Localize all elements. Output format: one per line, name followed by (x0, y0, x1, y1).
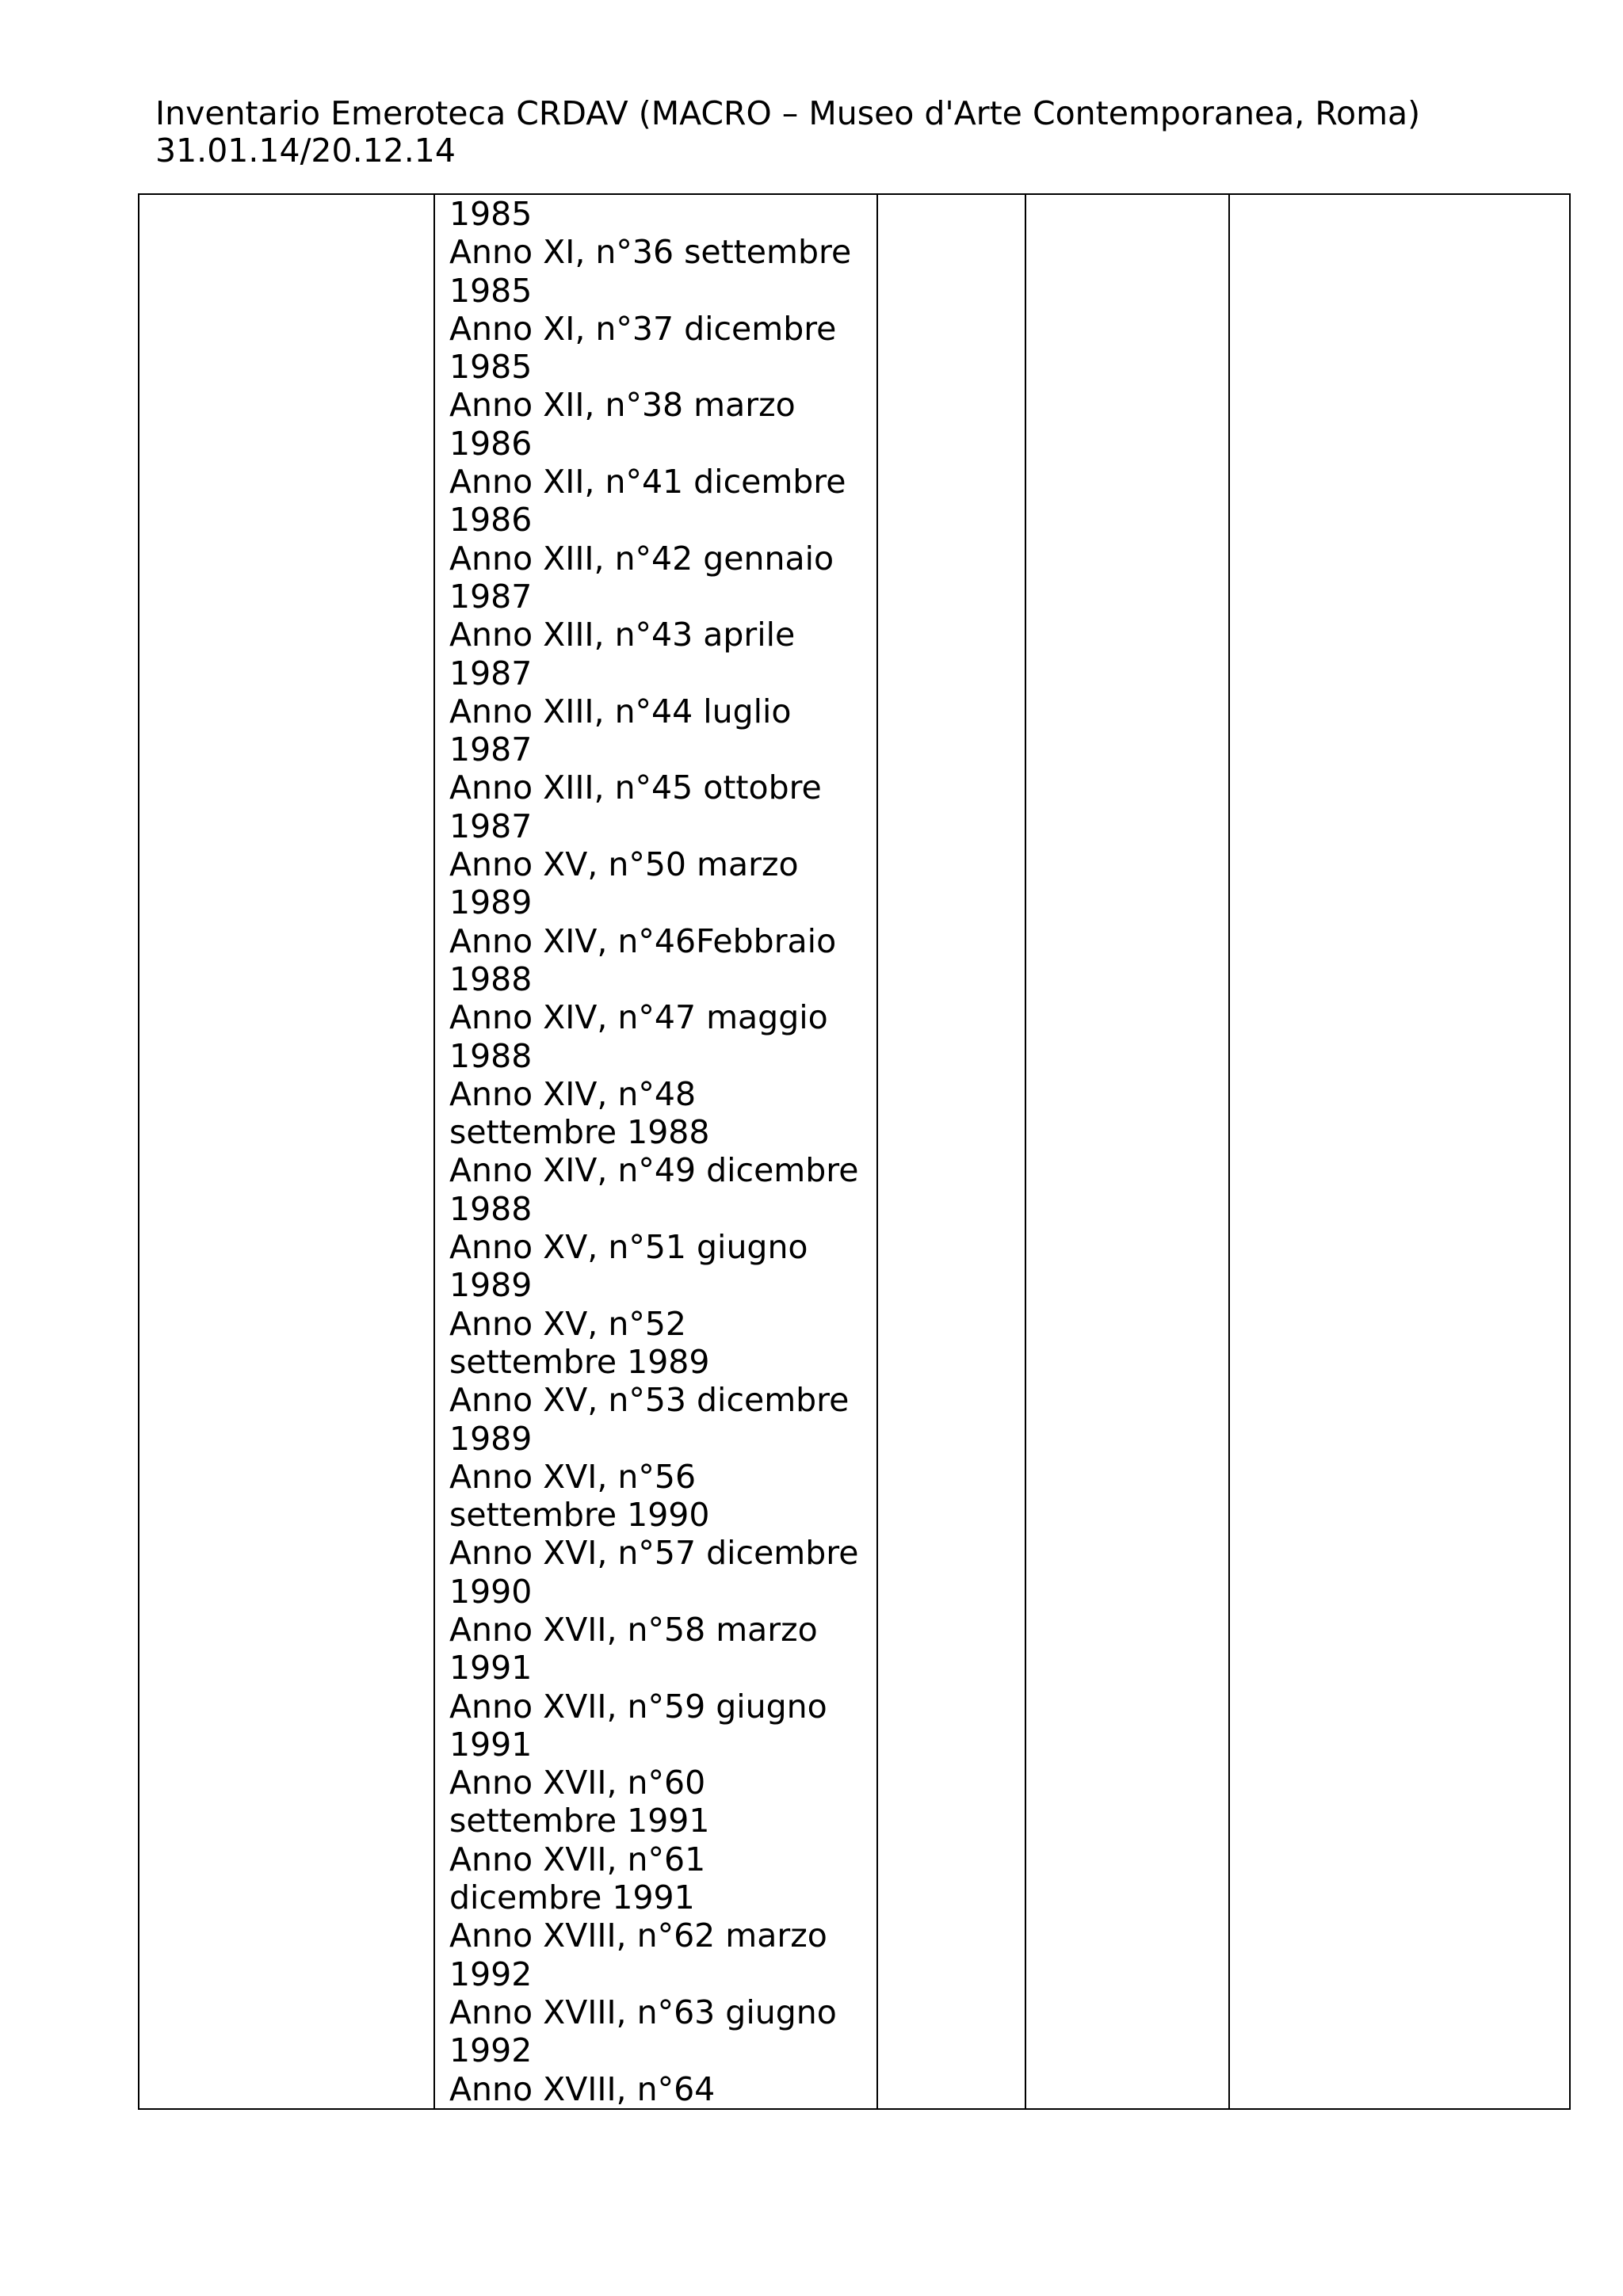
issue-line: Anno XVIII, n°64 (449, 2069, 716, 2108)
issue-line: 1987 (449, 730, 533, 769)
issue-line: Anno XVIII, n°63 giugno (449, 1993, 837, 2031)
issue-line: Anno XVII, n°58 marzo (449, 1610, 818, 1649)
issue-line: dicembre 1991 (449, 1878, 695, 1917)
issue-line: 1985 (449, 195, 533, 233)
issue-line: Anno XIV, n°47 maggio (449, 998, 828, 1037)
issue-line: 1986 (449, 424, 533, 463)
issue-line: 1990 (449, 1572, 533, 1611)
issue-line: 1989 (449, 1266, 533, 1305)
issue-line: settembre 1988 (449, 1113, 710, 1152)
issue-line: 1988 (449, 1036, 533, 1075)
issue-line: Anno XIII, n°42 gennaio (449, 539, 834, 578)
issue-line: Anno XII, n°38 marzo (449, 386, 796, 425)
page-header (155, 95, 1420, 170)
issue-line: 1991 (449, 1649, 533, 1688)
issue-line: Anno XIV, n°49 dicembre (449, 1151, 859, 1190)
cell-issues (434, 194, 877, 2109)
issue-line: Anno XVIII, n°62 marzo (449, 1917, 827, 1955)
issue-line: Anno XVII, n°61 (449, 1840, 706, 1878)
issue-line: settembre 1990 (449, 1496, 710, 1535)
issue-line: Anno XV, n°53 dicembre (449, 1381, 850, 1420)
inventory-table (138, 193, 1571, 2110)
issue-line: Anno XV, n°51 giugno (449, 1228, 808, 1267)
issue-line: Anno XIV, n°46Febbraio (449, 921, 837, 960)
issue-line: Anno XIII, n°43 aprile (449, 616, 796, 654)
issue-line: Anno XI, n°37 dicembre (449, 309, 837, 348)
issue-line: 1986 (449, 501, 533, 540)
issue-line: 1988 (449, 959, 533, 998)
issue-line: Anno XVI, n°57 dicembre (449, 1534, 859, 1573)
cell-col1 (139, 194, 434, 2109)
issue-line: 1987 (449, 577, 533, 616)
issue-line: settembre 1991 (449, 1802, 710, 1840)
issue-line: Anno XIV, n°48 (449, 1074, 697, 1113)
issue-line: Anno XVII, n°59 giugno (449, 1687, 827, 1726)
issue-line: Anno XII, n°41 dicembre (449, 463, 846, 502)
issue-line: 1987 (449, 807, 533, 845)
cell-col3 (877, 194, 1025, 2109)
issue-line: 1988 (449, 1189, 533, 1228)
issue-line: 1992 (449, 1955, 533, 1993)
cell-col4 (1025, 194, 1229, 2109)
issue-line: Anno XVII, n°60 (449, 1764, 706, 1802)
issue-line: 1985 (449, 271, 533, 310)
issue-line: Anno XVI, n°56 (449, 1457, 697, 1496)
table-row (139, 194, 1570, 2109)
cell-col5 (1229, 194, 1570, 2109)
document-date-range: 31.01.14/20.12.14 (155, 132, 456, 170)
document-title: Inventario Emeroteca CRDAV (MACRO – Museo d'Arte Contemporanea, Roma) (155, 94, 1421, 132)
issue-line: 1991 (449, 1725, 533, 1764)
issues-list (449, 195, 876, 2108)
issue-line: Anno XV, n°50 marzo (449, 845, 799, 884)
issue-line: 1989 (449, 883, 533, 922)
issue-line: Anno XIII, n°44 luglio (449, 692, 792, 730)
issue-line: Anno XI, n°36 settembre (449, 233, 852, 272)
issue-line: 1989 (449, 1419, 533, 1458)
issue-line: Anno XIII, n°45 ottobre (449, 769, 822, 807)
issue-line: settembre 1989 (449, 1342, 710, 1381)
issue-line: 1987 (449, 654, 533, 692)
issue-line: Anno XV, n°52 (449, 1304, 686, 1343)
issue-line: 1985 (449, 348, 533, 387)
issue-line: 1992 (449, 2031, 533, 2070)
